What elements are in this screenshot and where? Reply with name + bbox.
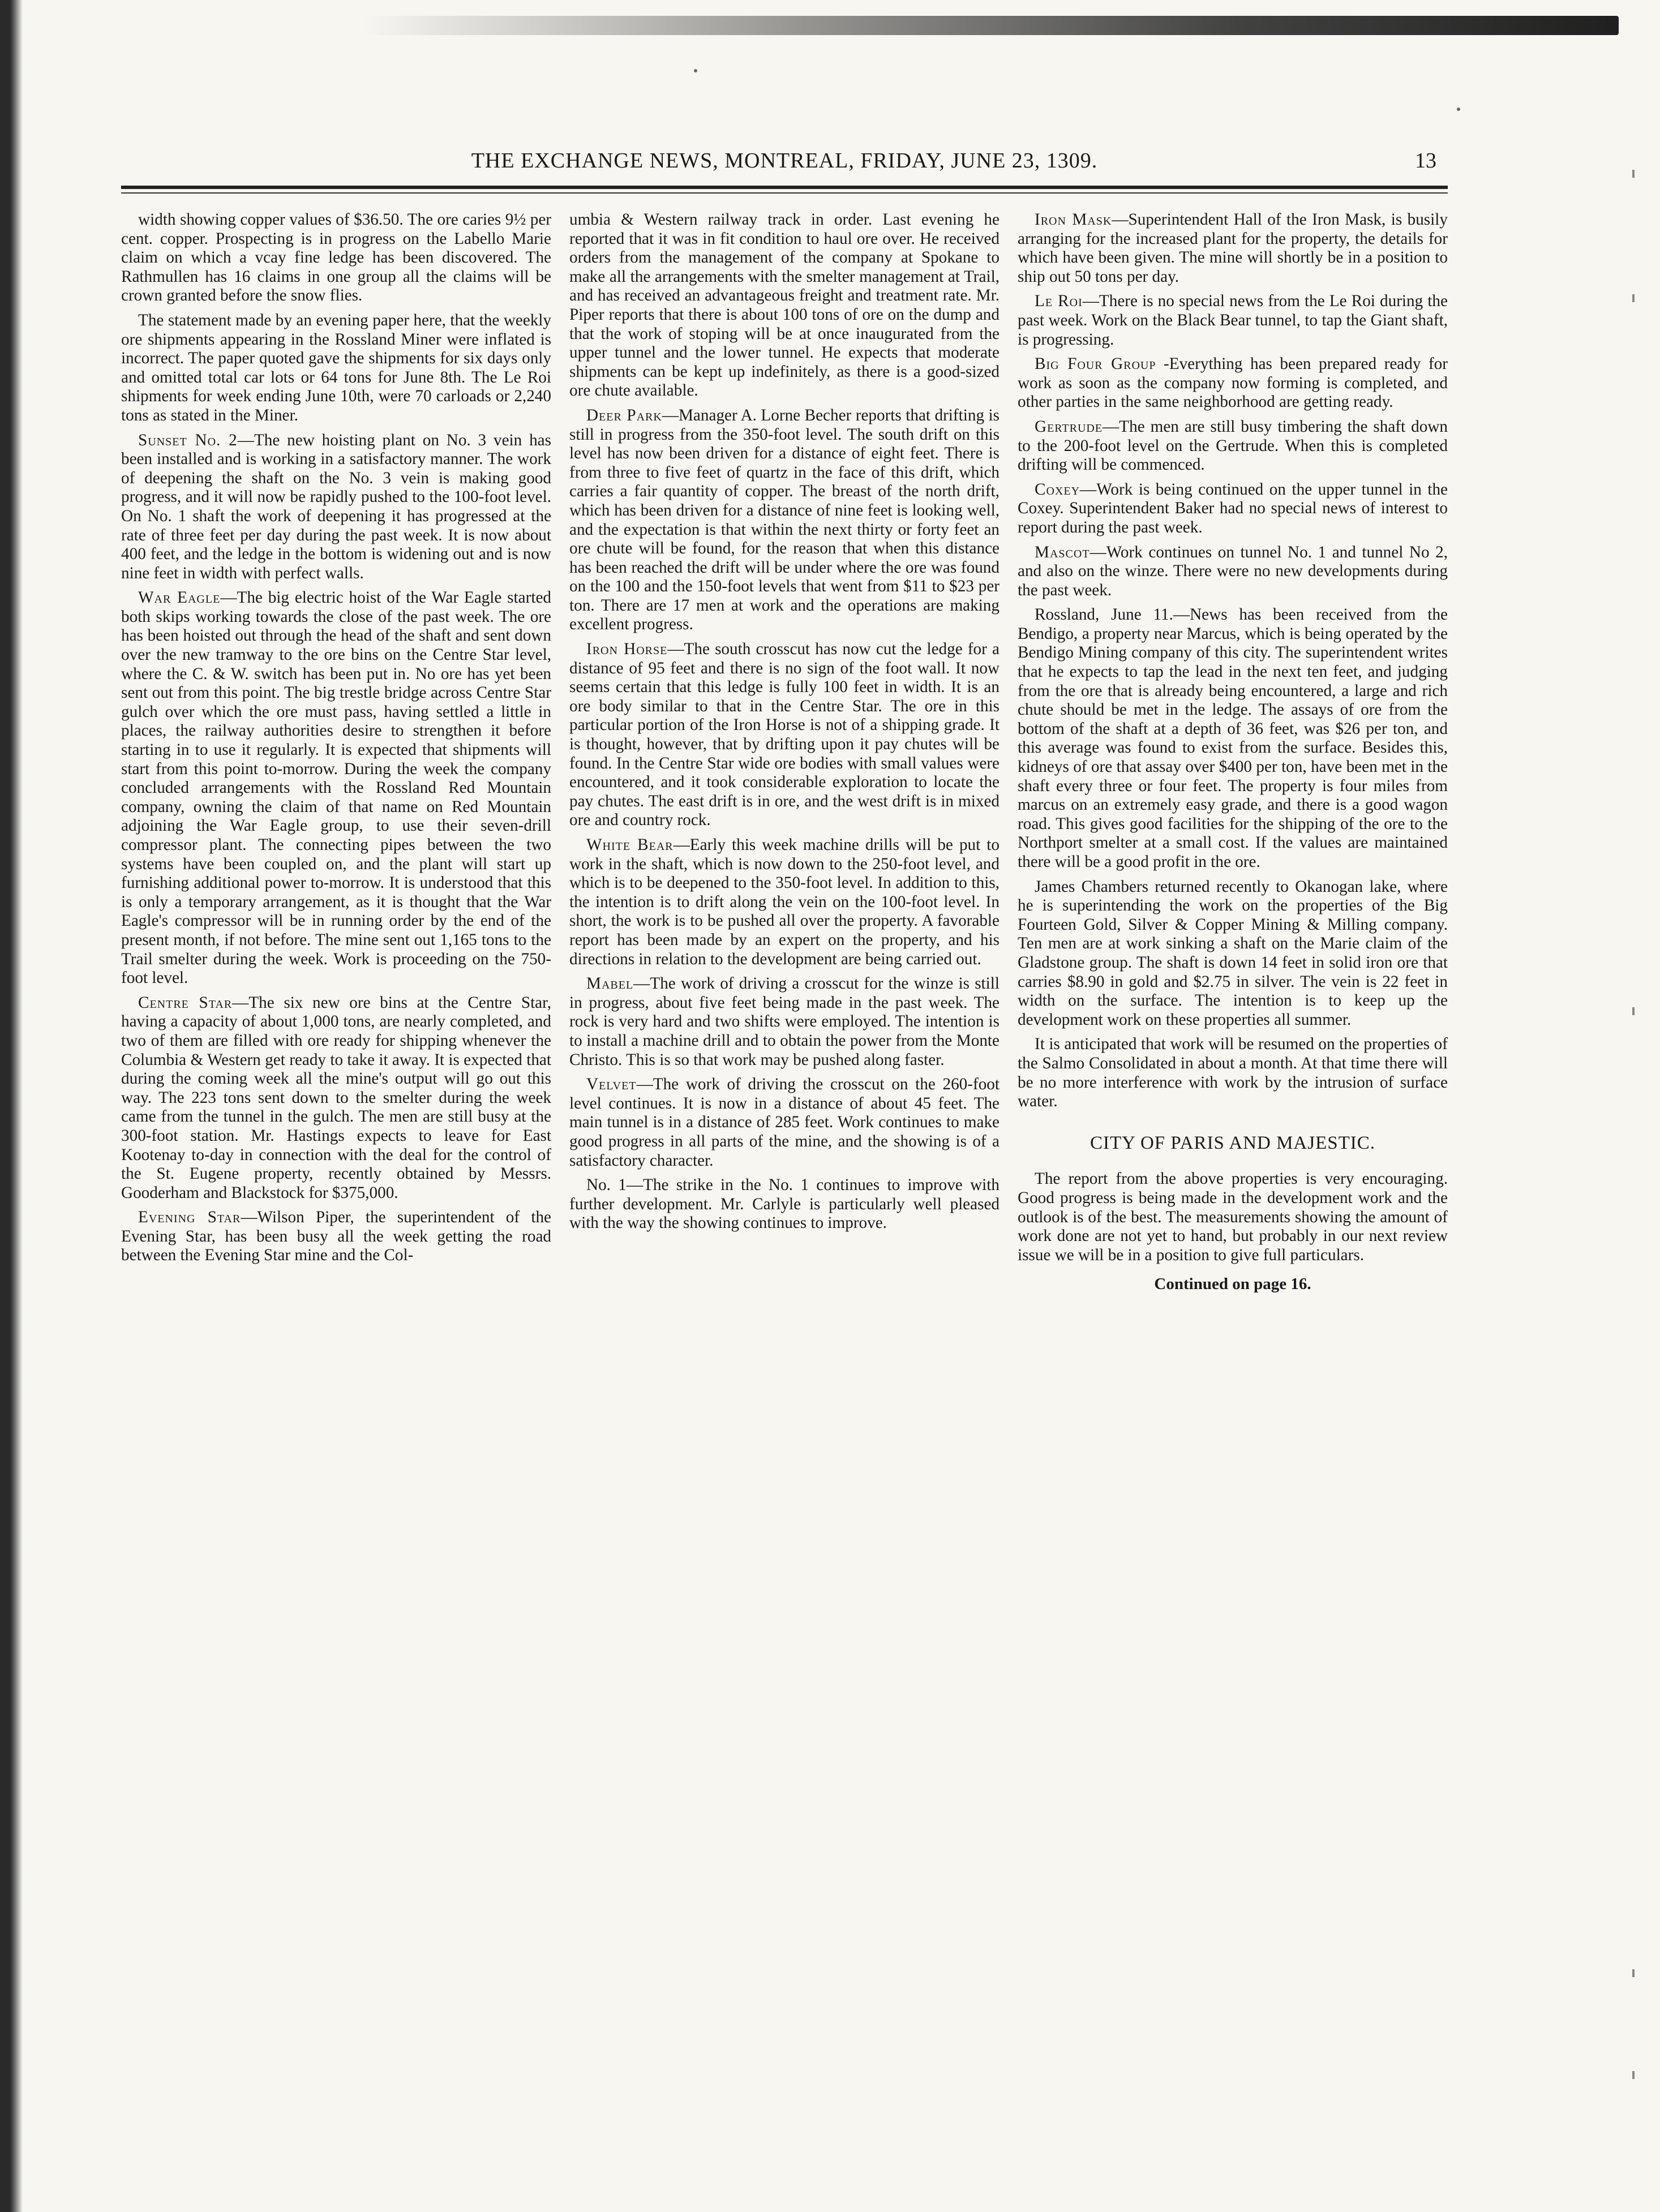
mine-name: White Bear — [586, 836, 674, 854]
section-heading: CITY OF PARIS AND MAJESTIC. — [1089, 1132, 1376, 1153]
margin-mark — [1632, 294, 1635, 302]
article-paragraph: War Eagle—The big electric hoist of the War Eagle started both skips working towards the close of the past week. The ore has been hoisted out through the head of the shaft and sent down over the new tramway to the ore bins on the Centre Star level, where the C. & W. switch has been put in. No ore has yet been sent out from this point. The big trestle bridge across Centre Star gulch over which the ore must pass, having settled a little in places, the railway authorities desire to strengthen it before starting in to use it regularly. It is expected that shipments will start from this point to-morrow. During the week the company concluded arrangements with the Rossland Red Mountain company, owning the claim of that name on Red Mountain adjoining the War Eagle group, to use their seven-drill compressor plant. The connecting pipes between the two systems have been coupled on, and the plant will start up furnishing additional power to-morrow. It is understood that this is only a temporary arrangement, as it is thought that the War Eagle's compressor will be in running order by the end of the present month, if not before. The mine sent out 1,165 tons to the Trail smelter during the week. Work is proceeding on the 750-foot level. — [121, 589, 551, 987]
article-paragraph: Rossland, June 11.—News has been received from the Bendigo, a property near Marcus, which is being operated by the Bendigo Mining company of this city. The superintendent writes that he expects to tap the lead in the next ten feet, and judging from the ore that is already being encountered, a large and rich chute should be met in the ledge. The assays of ore from the bottom of the shaft at a depth of 36 feet, was $26 per ton, and this average was found to exist from the surface. Besides this, kidneys of ore that assay over $400 per ton, have been met in the shaft every three or four feet. The property is four miles from marcus on an extremely easy grade, and there is a good wagon road. This gives good facilities for the shipping of the ore to the Northport smelter at a small cost. If the values are maintained there will be a good profit in the ore. — [1018, 605, 1448, 871]
margin-mark — [1632, 1007, 1635, 1015]
article-paragraph: width showing copper values of $36.50. The ore caries 9½ per cent. copper. Prospecting is in progress on the Labello Marie claim on which a vcay fine ledge has been discovered. The Rathmullen has 16 claims in one group all the claims will be crown granted before the snow flies. — [121, 211, 551, 305]
mine-name: Velvet — [586, 1075, 637, 1094]
column-1 — [121, 211, 551, 2078]
page-number: 13 — [1415, 149, 1436, 173]
article-paragraph: Le Roi—There is no special news from the Le Roi during the past week. Work on the Black Bear tunnel, to tap the Giant shaft, is progressing. — [1018, 292, 1448, 349]
column-2 — [569, 211, 1000, 2078]
mine-name: Centre Star — [138, 993, 233, 1012]
mine-name: Sunset No. 2 — [138, 431, 238, 449]
article-paragraph: Big Four Group -Everything has been prepared ready for work as soon as the company now forming is completed, and other parties in the same neighborhood are getting ready. — [1018, 355, 1448, 411]
article-paragraph: Evening Star—Wilson Piper, the superintendent of the Evening Star, has been busy all the week getting the road between the Evening Star mine and the Col- — [121, 1208, 551, 1265]
article-paragraph: The statement made by an evening paper here, that the weekly ore shipments appearing in the Rossland Miner were inflated is incorrect. The paper quoted gave the shipments for six days only and omitted total car lots or 64 tons for June 8th. The Le Roi shipments for week ending June 10th, were 70 carloads or 2,240 tons as stated in the Miner. — [121, 311, 551, 424]
mine-name: Evening Star — [138, 1208, 241, 1227]
article-paragraph: The report from the above properties is very encouraging. Good progress is being made in the development work and the outlook is of the best. The measurements showing the amount of work done are not yet to hand, but probably in our next review issue we will be in a position to give full particulars. — [1018, 1170, 1448, 1264]
scan-speck — [1457, 108, 1460, 111]
article-paragraph: Iron Mask—Superintendent Hall of the Iron Mask, is busily arranging for the increased plant for the property, the details for which have been given. The mine will shortly be in a position to ship out 50 tons per day. — [1018, 211, 1448, 286]
article-paragraph: umbia & Western railway track in order. Last evening he reported that it was in fit condition to haul ore over. He received orders from the management of the company at Spokane to make all the arrangements with the smelter management at Trail, and has received an advantageous freight and treatment rate. Mr. Piper reports that there is about 100 tons of ore on the dump and that the work of stoping will be at once inaugurated from the upper tunnel and the lower tunnel. He expects that moderate shipments can be kept up indefinitely, as there is a good-sized ore chute available. — [569, 211, 1000, 400]
scan-top-smudge — [362, 16, 1619, 35]
header-rule-thin — [121, 192, 1448, 194]
article-paragraph: Centre Star—The six new ore bins at the Centre Star, having a capacity of about 1,000 tons, are nearly completed, and two of them are filled with ore ready for shipping whenever the Columbia & Western get ready to take it away. It is expected that during the coming week all the mine's output will go out this way. The 223 tons sent down to the smelter during the week came from the tunnel in the gulch. The men are still busy at the 300-foot station. Mr. Hastings expects to leave for East Kootenay to-day in connection with the deal for the control of the St. Eugene property, recently obtained by Messrs. Gooderham and Blackstock for $375,000. — [121, 993, 551, 1202]
column-3 — [1018, 211, 1448, 2078]
mine-name: Gertrude — [1035, 417, 1103, 436]
mine-name: Big Four Group — [1035, 355, 1156, 373]
article-paragraph: Sunset No. 2—The new hoisting plant on No. 3 vein has been installed and is working in a satisfactory manner. The work of deepening the shaft on the No. 3 vein is making good progress, and it will now be rapidly pushed to the 100-foot level. On No. 1 shaft the work of deepening it has progressed at the rate of three feet per day during the past week. It is now about 400 feet, and the ledge in the bottom is widening out and is now nine feet in width with perfect walls. — [121, 431, 551, 582]
mine-name: Deer Park — [586, 406, 662, 424]
mine-name: Mascot — [1035, 543, 1090, 561]
margin-mark — [1632, 2071, 1635, 2079]
continued-note: Continued on page 16. — [1154, 1275, 1311, 1294]
scan-speck — [694, 69, 697, 72]
header-rule-thick — [121, 186, 1448, 189]
article-paragraph: White Bear—Early this week machine drills will be put to work in the shaft, which is now down to the 250-foot level, and which is to be deepened to the 350-foot level. In addition to this, the intention is to drift along the vein on the 100-foot level. In short, the work is to be pushed all over the property. A favorable report has been made by an expert on the property, and his directions in relation to the development are being carried out. — [569, 836, 1000, 968]
article-paragraph: Coxey—Work is being continued on the upper tunnel in the Coxey. Superintendent Baker had no special news of interest to report during the past week. — [1018, 480, 1448, 536]
page-header — [121, 148, 1448, 182]
margin-mark — [1632, 1969, 1635, 1977]
article-paragraph: James Chambers returned recently to Okanogan lake, where he is superintending the work on the properties of the Big Fourteen Gold, Silver & Copper Mining & Milling company. Ten men are at work sinking a shaft on the Marie claim of the Gladstone group. The shaft is down 14 feet in solid iron ore that carries $8.90 in gold and $2.75 in silver. The vein is 22 feet in width on the surface. The intention is to keep up the development work on these properties all summer. — [1018, 877, 1448, 1029]
article-paragraph: No. 1—The strike in the No. 1 continues to improve with further development. Mr. Carlyle is particularly well pleased with the way the showing continues to improve. — [569, 1176, 1000, 1232]
article-paragraph: Iron Horse—The south crosscut has now cut the ledge for a distance of 95 feet and there is no sign of the foot wall. It now seems certain that this ledge is fully 100 feet in width. It is an ore body similar to that in the Centre Star. The ore in this particular portion of the Iron Horse is not of a shipping grade. It is thought, however, that by drifting upon it pay chutes will be found. In the Centre Star wide ore bodies with small values were encountered, and it took considerable exploration to locate the pay chutes. The east drift is in ore, and the west drift is in mixed ore and country rock. — [569, 640, 1000, 830]
article-paragraph: Deer Park—Manager A. Lorne Becher reports that drifting is still in progress from the 350-foot level. The south drift on this level has now been driven for a distance of eight feet. There is from three to five feet of quartz in the face of this drift, which carries a fair quantity of copper. The breast of the north drift, which has been driven for a distance of nine feet is looking well, and the expectation is that within the next thirty or forty feet an ore chute will be found, for the reason that when this distance has been reached the drift will be under where the ore was found on the 100 and the 150-foot levels that went from $11 to $23 per ton. There are 17 men at work and the operations are making excellent progress. — [569, 406, 1000, 634]
scan-binding-edge — [0, 0, 23, 2212]
article-paragraph: Gertrude—The men are still busy timbering the shaft down to the 200-foot level on the Gertrude. When this is completed drifting will be commenced. — [1018, 417, 1448, 474]
mine-name: Coxey — [1035, 480, 1080, 499]
mine-name: Iron Horse — [586, 640, 668, 659]
mine-name: Mabel — [586, 974, 634, 993]
article-paragraph: Velvet—The work of driving the crosscut on the 260-foot level continues. It is now in a distance of about 45 feet. The main tunnel is in a distance of 285 feet. Work continues to make good progress in all parts of the mine, and the showing is of a satisfactory character. — [569, 1075, 1000, 1170]
margin-mark — [1632, 170, 1635, 178]
mine-name: Iron Mask — [1035, 211, 1112, 229]
mine-name: War Eagle — [138, 589, 221, 607]
page-title: THE EXCHANGE NEWS, MONTREAL, FRIDAY, JUNE 23, 1309. — [471, 149, 1098, 173]
article-paragraph: It is anticipated that work will be resumed on the properties of the Salmo Consolidated in about a month. At that time there will be no more interference with work by the intrusion of surface water. — [1018, 1035, 1448, 1111]
article-paragraph: Mascot—Work continues on tunnel No. 1 and tunnel No 2, and also on the winze. There were no new developments during the past week. — [1018, 543, 1448, 599]
mine-name: Le Roi — [1035, 292, 1083, 311]
article-paragraph: Mabel—The work of driving a crosscut for the winze is still in progress, about five feet being made in the past week. The rock is very hard and two shifts were employed. The intention is to install a machine drill and to obtain the power from the Monte Christo. This is so that work may be pushed along faster. — [569, 974, 1000, 1069]
